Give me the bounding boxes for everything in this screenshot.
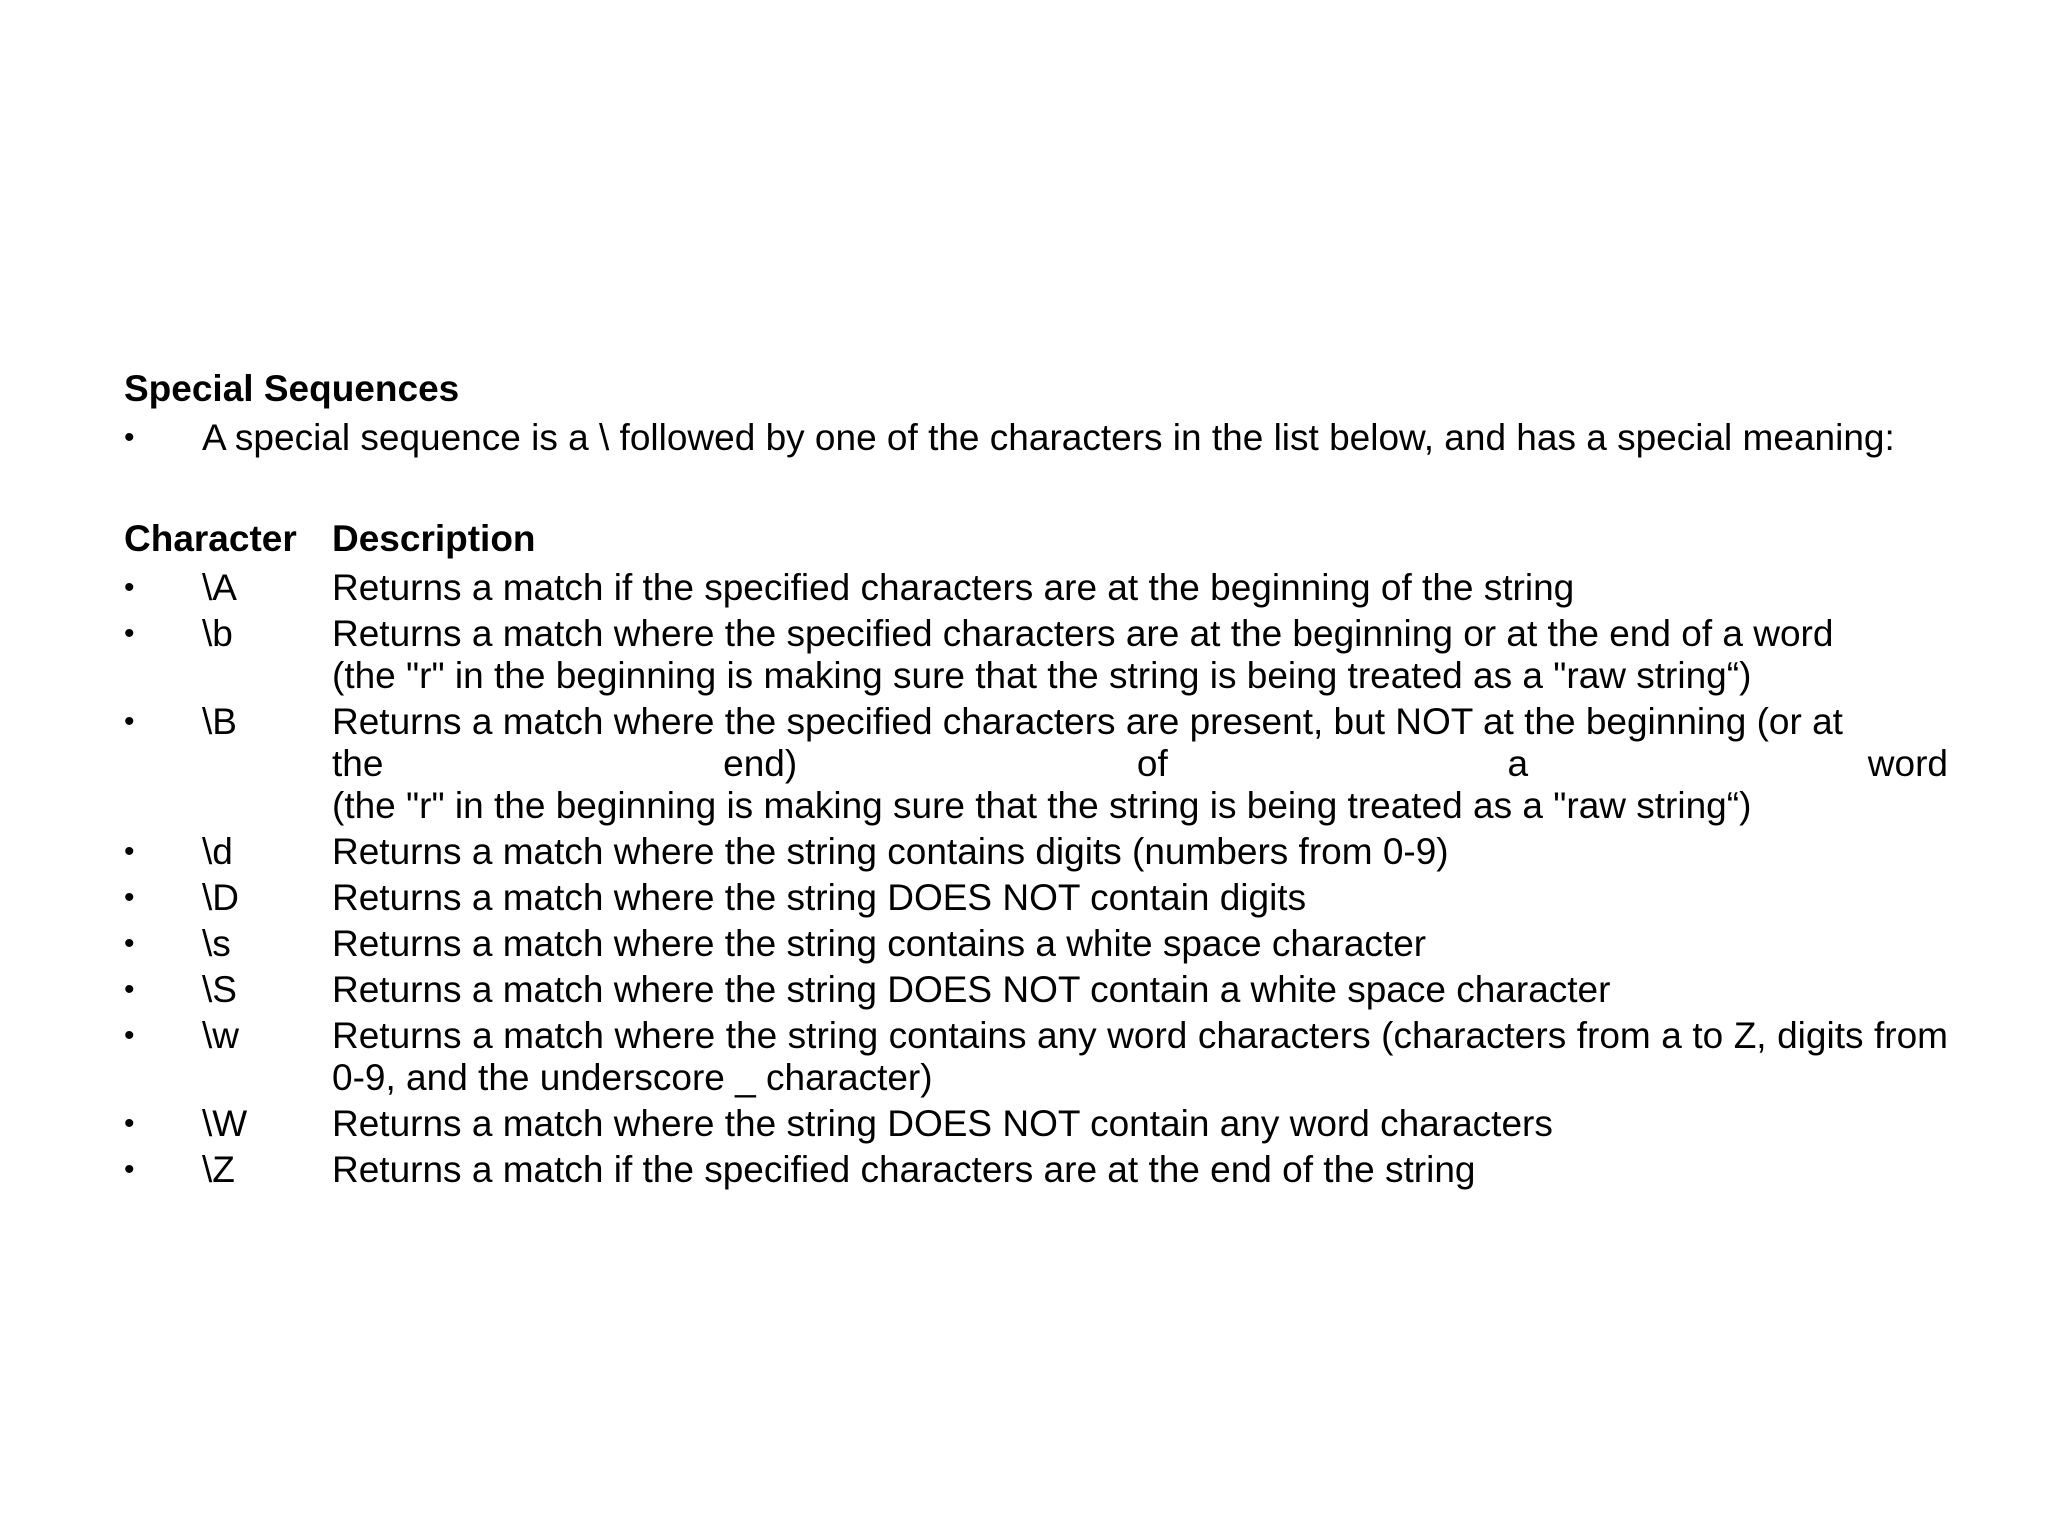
description-line: Returns a match if the specified characters are at the end of the string xyxy=(332,1149,1476,1190)
sequence-description xyxy=(332,1103,1948,1145)
sequence-character: \W xyxy=(202,1103,248,1144)
description-line: the end) of a word xyxy=(332,743,1948,784)
intro-bullet xyxy=(124,417,1948,459)
bullet-icon: • xyxy=(124,927,135,960)
bullet-icon: • xyxy=(124,617,135,650)
description-line: Returns a match if the specified characters are at the beginning of the string xyxy=(332,567,1575,608)
list-item xyxy=(124,1015,1948,1099)
description-line: Returns a match where the string contains any word characters (characters from a to Z, digits from 0-9, and the underscore _ character) xyxy=(332,1015,1948,1098)
sequence-description xyxy=(332,923,1948,965)
sequence-description xyxy=(332,969,1948,1011)
sequence-character: \Z xyxy=(202,1149,235,1190)
sequence-character: \D xyxy=(202,877,239,918)
bullet-icon: • xyxy=(124,421,135,454)
list-item xyxy=(124,969,1948,1011)
sequence-character: \S xyxy=(202,969,237,1010)
bullet-icon: • xyxy=(124,1107,135,1140)
column-header-character: Character xyxy=(124,518,297,559)
column-header-description: Description xyxy=(332,518,536,559)
sequence-description xyxy=(332,1015,1948,1099)
list-item xyxy=(124,1103,1948,1145)
sequence-description xyxy=(332,567,1948,609)
list-item xyxy=(124,831,1948,873)
sequence-character: \d xyxy=(202,831,233,872)
bullet-icon: • xyxy=(124,571,135,604)
description-line: Returns a match where the string DOES NOT contain digits xyxy=(332,877,1307,918)
sequence-description xyxy=(332,1149,1948,1191)
list-item xyxy=(124,613,1948,697)
sequence-description xyxy=(332,877,1948,919)
list-item xyxy=(124,701,1948,827)
list-item xyxy=(124,923,1948,965)
list-item xyxy=(124,1149,1948,1191)
section-heading: Special Sequences xyxy=(124,368,460,409)
bullet-icon: • xyxy=(124,1019,135,1052)
intro-text: A special sequence is a \ followed by one of the characters in the list below, and has a special meaning: xyxy=(202,417,1895,458)
description-line: Returns a match where the string DOES NOT contain any word characters xyxy=(332,1103,1553,1144)
list-item xyxy=(124,877,1948,919)
sequence-character: \b xyxy=(202,613,233,654)
bullet-icon: • xyxy=(124,1153,135,1186)
table-header xyxy=(124,515,1948,563)
description-line: Returns a match where the string contains a white space character xyxy=(332,923,1427,964)
bullet-icon: • xyxy=(124,881,135,914)
sequence-character: \s xyxy=(202,923,231,964)
sequence-description xyxy=(332,613,1948,697)
description-line: Returns a match where the string contains digits (numbers from 0-9) xyxy=(332,831,1449,872)
sequence-character: \w xyxy=(202,1015,239,1056)
slide-content xyxy=(124,365,1948,1191)
description-line: Returns a match where the specified characters are at the beginning or at the end of a word xyxy=(332,613,1834,654)
sequence-character: \A xyxy=(202,567,237,608)
bullet-icon: • xyxy=(124,835,135,868)
sequence-description xyxy=(332,831,1948,873)
sequence-description xyxy=(332,701,1948,827)
sequence-character: \B xyxy=(202,701,237,742)
bullet-icon: • xyxy=(124,973,135,1006)
description-line: (the "r" in the beginning is making sure that the string is being treated as a "raw string“) xyxy=(332,655,1752,696)
bullet-icon: • xyxy=(124,705,135,738)
sequence-list xyxy=(124,567,1948,1191)
list-item xyxy=(124,567,1948,609)
description-line: Returns a match where the specified characters are present, but NOT at the beginning (or at xyxy=(332,701,1843,742)
description-line: (the "r" in the beginning is making sure that the string is being treated as a "raw string“) xyxy=(332,785,1752,826)
description-line: Returns a match where the string DOES NOT contain a white space character xyxy=(332,969,1611,1010)
